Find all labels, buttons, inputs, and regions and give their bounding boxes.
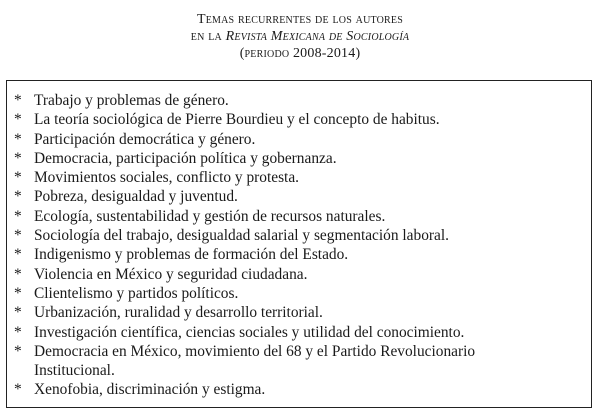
bullet-asterisk: * [14,188,22,206]
topic-text: Xenofobia, discriminación y estigma. [34,381,266,399]
topic-text: Democracia en México, movimiento del 68 y el Partido Revolucionario Institucional. [34,342,476,380]
heading-journal-line [0,28,600,45]
heading-journal-prefix: en la [190,29,226,44]
bullet-asterisk: * [14,207,22,225]
list-item [12,323,587,342]
topic-text: Participación democrática y género. [34,130,256,148]
heading-period: (periodo 2008-2014) [239,46,361,61]
list-item [12,303,587,322]
heading-journal-name: Revista Mexicana de Sociología [225,29,410,44]
list-item [12,91,587,110]
table-heading [0,11,600,62]
list-item [12,207,587,226]
list-item [12,380,587,399]
list-item [12,226,587,245]
bullet-asterisk: * [14,284,22,302]
topic-text: Investigación científica, ciencias sociales y utilidad del conocimiento. [34,323,465,341]
topics-list [12,91,587,400]
list-item [12,342,587,381]
topic-text: La teoría sociológica de Pierre Bourdieu y el concepto de habitus. [34,111,440,129]
bullet-asterisk: * [14,111,22,129]
topic-text: Urbanización, ruralidad y desarrollo territorial. [34,304,323,322]
bullet-asterisk: * [14,130,22,148]
list-item [12,130,587,149]
topic-text: Violencia en México y seguridad ciudadana. [34,265,308,283]
list-item [12,245,587,264]
topic-text: Democracia, participación política y gobernanza. [34,149,337,167]
list-item [12,168,587,187]
topic-text: Ecología, sustentabilidad y gestión de recursos naturales. [34,207,386,225]
bullet-asterisk: * [14,92,22,109]
topic-text: Pobreza, desigualdad y juventud. [34,188,238,206]
list-item [12,284,587,303]
topic-text: Sociología del trabajo, desigualdad salarial y segmentación laboral. [34,227,449,245]
bullet-asterisk: * [14,227,22,245]
list-item [12,265,587,284]
bullet-asterisk: * [14,342,22,360]
bullet-asterisk: * [14,246,22,264]
topic-text: Movimientos sociales, conflicto y protesta. [34,169,300,187]
list-item [12,149,587,168]
bullet-asterisk: * [14,149,22,167]
bullet-asterisk: * [14,265,22,283]
list-item [12,110,587,129]
bullet-asterisk: * [14,381,22,399]
topic-text: Clientelismo y partidos políticos. [34,284,239,302]
bullet-asterisk: * [14,169,22,187]
heading-title: Temas recurrentes de los autores [196,12,403,27]
list-item [12,187,587,206]
bullet-asterisk: * [14,304,22,322]
topic-text: Trabajo y problemas de género. [34,92,229,109]
bullet-asterisk: * [14,323,22,341]
topic-text: Indigenismo y problemas de formación del Estado. [34,246,349,264]
